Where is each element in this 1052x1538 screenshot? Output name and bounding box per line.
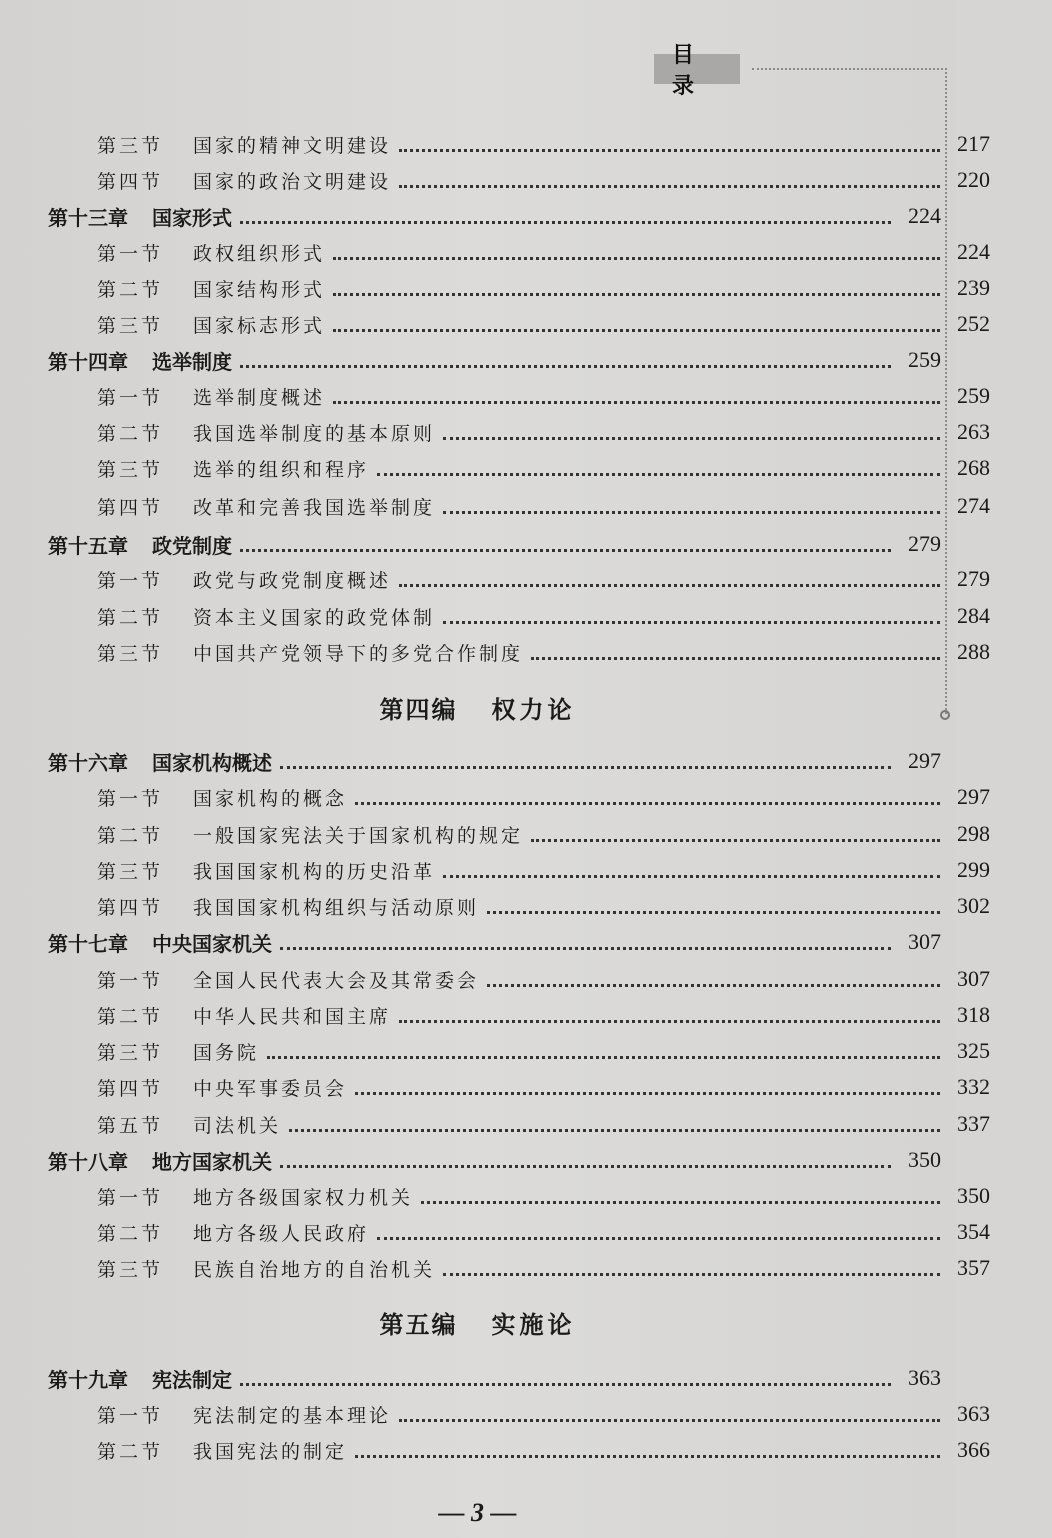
- toc-section-entry[interactable]: [0, 126, 1052, 162]
- part-number: 第四编: [379, 695, 458, 724]
- entry-page-number: 307: [957, 966, 990, 991]
- entry-number: 第十三章: [48, 205, 128, 230]
- toc-chapter-entry[interactable]: [0, 342, 1003, 378]
- entry-number: 第二节: [97, 1005, 164, 1028]
- entry-title: 地方各级人民政府: [193, 1222, 370, 1245]
- toc-section-entry[interactable]: [0, 1106, 1052, 1142]
- entry-title: 国家机构的概念: [193, 787, 348, 810]
- entry-title: 一般国家宪法关于国家机构的规定: [193, 824, 524, 847]
- entry-number: 第十四章: [48, 349, 128, 374]
- entry-page-number: 252: [957, 311, 990, 336]
- toc-section-entry[interactable]: [0, 852, 1052, 888]
- toc-section-entry[interactable]: [0, 1396, 1052, 1432]
- toc-chapter-entry[interactable]: [0, 1142, 1003, 1178]
- toc-section-entry[interactable]: [0, 1033, 1052, 1069]
- dot-leader: [333, 401, 940, 404]
- entry-number: 第十九章: [48, 1367, 128, 1392]
- dot-leader: [333, 257, 940, 260]
- entry-number: 第三节: [97, 1258, 164, 1281]
- entry-page-number: 363: [908, 1365, 941, 1390]
- dot-leader: [355, 1092, 940, 1095]
- entry-page-number: 307: [908, 929, 941, 954]
- dot-leader: [377, 1237, 940, 1240]
- entry-title: 选举的组织和程序: [193, 458, 370, 481]
- dot-leader: [443, 621, 940, 624]
- dot-leader: [240, 221, 891, 224]
- entry-page-number: 279: [957, 566, 990, 591]
- entry-title: 中华人民共和国主席: [193, 1005, 392, 1028]
- toc-section-entry[interactable]: [0, 1178, 1052, 1214]
- dot-leader: [443, 511, 940, 514]
- dot-leader: [240, 365, 891, 368]
- dot-leader: [333, 329, 940, 332]
- entry-number: 第十六章: [48, 750, 128, 775]
- toc-section-entry[interactable]: [0, 488, 1052, 524]
- entry-title: 国家形式: [152, 205, 232, 230]
- toc-section-entry[interactable]: [0, 598, 1052, 634]
- entry-number: 第三节: [97, 458, 164, 481]
- entry-title: 我国国家机构的历史沿革: [193, 860, 436, 883]
- entry-page-number: 325: [957, 1038, 990, 1063]
- toc-section-entry[interactable]: [0, 1069, 1052, 1105]
- dot-leader: [289, 1129, 940, 1132]
- entry-title: 中国共产党领导下的多党合作制度: [193, 642, 524, 665]
- entry-number: 第一节: [97, 242, 164, 265]
- dot-leader: [531, 657, 940, 660]
- entry-title: 民族自治地方的自治机关: [193, 1258, 436, 1281]
- entry-number: 第二节: [97, 278, 164, 301]
- entry-number: 第三节: [97, 134, 164, 157]
- dot-leader: [280, 1165, 891, 1168]
- entry-number: 第二节: [97, 422, 164, 445]
- entry-title: 国家结构形式: [193, 278, 326, 301]
- entry-title: 选举制度: [152, 349, 232, 374]
- dot-leader: [355, 1455, 940, 1458]
- entry-title: 选举制度概述: [193, 386, 326, 409]
- toc-section-entry[interactable]: [0, 634, 1052, 670]
- dot-leader: [399, 1419, 940, 1422]
- dot-leader: [399, 149, 940, 152]
- entry-title: 资本主义国家的政党体制: [193, 606, 436, 629]
- toc-header-label: 目 录: [654, 54, 740, 84]
- dot-leader: [240, 549, 891, 552]
- entry-number: 第一节: [97, 787, 164, 810]
- entry-page-number: 224: [908, 203, 941, 228]
- dot-leader: [531, 839, 940, 842]
- dot-leader: [355, 802, 940, 805]
- entry-title: 国家标志形式: [193, 314, 326, 337]
- toc-section-entry[interactable]: [0, 414, 1052, 450]
- part-title: 实施论: [491, 1310, 576, 1339]
- entry-title: 中央军事委员会: [193, 1077, 348, 1100]
- dot-leader: [443, 437, 940, 440]
- entry-title: 地方各级国家权力机关: [193, 1186, 414, 1209]
- entry-number: 第二节: [97, 1440, 164, 1463]
- toc-section-entry[interactable]: [0, 162, 1052, 198]
- entry-number: 第一节: [97, 569, 164, 592]
- entry-page-number: 350: [957, 1183, 990, 1208]
- entry-page-number: 288: [957, 639, 990, 664]
- entry-page-number: 366: [957, 1437, 990, 1462]
- toc-section-entry[interactable]: [0, 961, 1052, 997]
- entry-number: 第三节: [97, 642, 164, 665]
- dot-leader: [399, 1020, 940, 1023]
- entry-page-number: 220: [957, 167, 990, 192]
- dot-leader: [280, 766, 891, 769]
- part-heading: [0, 1305, 955, 1340]
- entry-page-number: 297: [908, 748, 941, 773]
- entry-number: 第四节: [97, 1077, 164, 1100]
- entry-title: 我国国家机构组织与活动原则: [193, 896, 480, 919]
- entry-title: 国家的政治文明建设: [193, 170, 392, 193]
- dot-leader: [280, 947, 891, 950]
- toc-section-entry[interactable]: [0, 816, 1052, 852]
- part-title: 权力论: [491, 695, 576, 724]
- entry-page-number: 263: [957, 419, 990, 444]
- toc-section-entry[interactable]: [0, 997, 1052, 1033]
- toc-section-entry[interactable]: [0, 306, 1052, 342]
- toc-section-entry[interactable]: [0, 1250, 1052, 1286]
- toc-chapter-entry[interactable]: [0, 526, 1003, 562]
- entry-title: 政党制度: [152, 533, 232, 558]
- toc-section-entry[interactable]: [0, 888, 1052, 924]
- dot-leader: [443, 875, 940, 878]
- toc-chapter-entry[interactable]: [0, 743, 1003, 779]
- entry-title: 全国人民代表大会及其常委会: [193, 969, 480, 992]
- toc-section-entry[interactable]: [0, 779, 1052, 815]
- entry-number: 第一节: [97, 386, 164, 409]
- entry-page-number: 318: [957, 1002, 990, 1027]
- entry-page-number: 298: [957, 821, 990, 846]
- toc-chapter-entry[interactable]: [0, 1360, 1003, 1396]
- entry-title: 政党与政党制度概述: [193, 569, 392, 592]
- entry-title: 地方国家机关: [152, 1149, 272, 1174]
- entry-number: 第二节: [97, 1222, 164, 1245]
- entry-page-number: 354: [957, 1219, 990, 1244]
- dot-leader: [377, 473, 940, 476]
- entry-number: 第十八章: [48, 1149, 128, 1174]
- entry-page-number: 337: [957, 1111, 990, 1136]
- entry-number: 第三节: [97, 314, 164, 337]
- entry-page-number: 274: [957, 493, 990, 518]
- entry-page-number: 284: [957, 603, 990, 628]
- toc-section-entry[interactable]: [0, 270, 1052, 306]
- dot-leader: [487, 984, 940, 987]
- toc-section-entry[interactable]: [0, 450, 1052, 486]
- toc-section-entry[interactable]: [0, 1432, 1052, 1468]
- toc-section-entry[interactable]: [0, 378, 1052, 414]
- entry-title: 国家的精神文明建设: [193, 134, 392, 157]
- dot-leader: [240, 1383, 891, 1386]
- dot-leader: [267, 1056, 940, 1059]
- entry-number: 第十五章: [48, 533, 128, 558]
- entry-title: 我国选举制度的基本原则: [193, 422, 436, 445]
- entry-page-number: 224: [957, 239, 990, 264]
- dot-leader: [487, 911, 940, 914]
- header-dotted-rule: [752, 68, 947, 70]
- entry-page-number: 259: [908, 347, 941, 372]
- part-heading: [0, 690, 955, 725]
- entry-number: 第三节: [97, 860, 164, 883]
- entry-page-number: 302: [957, 893, 990, 918]
- dot-leader: [333, 293, 940, 296]
- entry-page-number: 299: [957, 857, 990, 882]
- toc-chapter-entry[interactable]: [0, 924, 1003, 960]
- entry-number: 第二节: [97, 606, 164, 629]
- entry-page-number: 363: [957, 1401, 990, 1426]
- toc-chapter-entry[interactable]: [0, 198, 1003, 234]
- entry-page-number: 268: [957, 455, 990, 480]
- entry-title: 宪法制定的基本理论: [193, 1404, 392, 1427]
- entry-title: 司法机关: [193, 1114, 282, 1137]
- entry-number: 第四节: [97, 896, 164, 919]
- dot-leader: [443, 1273, 940, 1276]
- entry-page-number: 279: [908, 531, 941, 556]
- entry-page-number: 239: [957, 275, 990, 300]
- entry-number: 第十七章: [48, 931, 128, 956]
- entry-page-number: 332: [957, 1074, 990, 1099]
- entry-title: 中央国家机关: [152, 931, 272, 956]
- entry-number: 第二节: [97, 824, 164, 847]
- toc-section-entry[interactable]: [0, 1214, 1052, 1250]
- dot-leader: [421, 1201, 940, 1204]
- toc-section-entry[interactable]: [0, 561, 1052, 597]
- entry-number: 第一节: [97, 1404, 164, 1427]
- entry-number: 第一节: [97, 1186, 164, 1209]
- entry-title: 国家机构概述: [152, 750, 272, 775]
- entry-title: 我国宪法的制定: [193, 1440, 348, 1463]
- entry-number: 第三节: [97, 1041, 164, 1064]
- entry-page-number: 259: [957, 383, 990, 408]
- page-number: — 3 —: [438, 1498, 517, 1527]
- entry-title: 国务院: [193, 1041, 260, 1064]
- entry-number: 第四节: [97, 496, 164, 519]
- entry-number: 第五节: [97, 1114, 164, 1137]
- dot-leader: [399, 185, 940, 188]
- entry-page-number: 217: [957, 131, 990, 156]
- part-number: 第五编: [379, 1310, 458, 1339]
- entry-page-number: 357: [957, 1255, 990, 1280]
- dot-leader: [399, 584, 940, 587]
- entry-number: 第一节: [97, 969, 164, 992]
- entry-title: 改革和完善我国选举制度: [193, 496, 436, 519]
- toc-section-entry[interactable]: [0, 234, 1052, 270]
- entry-title: 政权组织形式: [193, 242, 326, 265]
- entry-number: 第四节: [97, 170, 164, 193]
- entry-page-number: 297: [957, 784, 990, 809]
- entry-title: 宪法制定: [152, 1367, 232, 1392]
- entry-page-number: 350: [908, 1147, 941, 1172]
